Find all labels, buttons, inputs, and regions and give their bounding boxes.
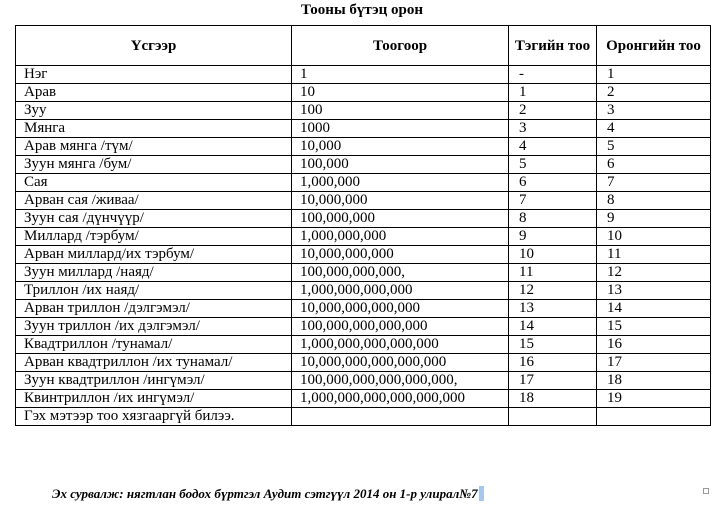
cell-places: 17	[597, 354, 711, 372]
cell-places: 19	[597, 390, 711, 408]
cell-words: Зуун триллон /их дэлгэмэл/	[16, 318, 292, 336]
table-body	[16, 66, 711, 426]
cell-places: 4	[597, 120, 711, 138]
cell-digits: 10,000,000,000	[292, 246, 509, 264]
cell-digits: 10,000,000,000,000,000	[292, 354, 509, 372]
number-structure-table	[15, 25, 711, 426]
cell-zeros: 12	[509, 282, 597, 300]
cell-words: Мянга	[16, 120, 292, 138]
cell-digits: 100	[292, 102, 509, 120]
cell-words: Арван сая /живаа/	[16, 192, 292, 210]
cell-words: Квинтриллон /их ингүмэл/	[16, 390, 292, 408]
table-row	[16, 264, 711, 282]
cell-words: Квадтриллон /тунамал/	[16, 336, 292, 354]
header-in-digits: Тоогоор	[292, 26, 509, 66]
cell-places: 1	[597, 66, 711, 84]
cell-places: 11	[597, 246, 711, 264]
header-zero-count: Тэгийн тоо	[509, 26, 597, 66]
cell-zeros: 14	[509, 318, 597, 336]
cell-digits: 10,000	[292, 138, 509, 156]
cell-words: Зуун сая /дүнчүүр/	[16, 210, 292, 228]
table-row	[16, 246, 711, 264]
table-row	[16, 138, 711, 156]
cell-zeros: 17	[509, 372, 597, 390]
cell-words: Сая	[16, 174, 292, 192]
cell-zeros: 7	[509, 192, 597, 210]
cell-digits: 10,000,000	[292, 192, 509, 210]
cell-places: 12	[597, 264, 711, 282]
header-row	[16, 26, 711, 66]
cell-places: 8	[597, 192, 711, 210]
cell-zeros: 6	[509, 174, 597, 192]
table-row	[16, 300, 711, 318]
cell-words: Арав мянга /түм/	[16, 138, 292, 156]
cell-places: 6	[597, 156, 711, 174]
cell-places: 13	[597, 282, 711, 300]
cell-digits: 100,000,000	[292, 210, 509, 228]
cell-digits: 1,000,000	[292, 174, 509, 192]
source-note	[52, 486, 484, 502]
cell-zeros: 13	[509, 300, 597, 318]
cell-digits: 1000	[292, 120, 509, 138]
cell-zeros: 2	[509, 102, 597, 120]
cell-places: 7	[597, 174, 711, 192]
cell-digits: 1,000,000,000,000,000,000	[292, 390, 509, 408]
cell-digits: 100,000	[292, 156, 509, 174]
cell-zeros: 5	[509, 156, 597, 174]
table-row	[16, 282, 711, 300]
table-title: Тооны бүтэц орон	[300, 2, 424, 18]
cell-zeros: 1	[509, 84, 597, 102]
cell-words: Триллон /их наяд/	[16, 282, 292, 300]
cell-digits: 100,000,000,000,	[292, 264, 509, 282]
cell-zeros: 15	[509, 336, 597, 354]
cell-words: Зуун квадтриллон /ингүмэл/	[16, 372, 292, 390]
cell-places: 5	[597, 138, 711, 156]
table-row	[16, 192, 711, 210]
cell-words: Нэг	[16, 66, 292, 84]
table-row	[16, 318, 711, 336]
cell-zeros: 18	[509, 390, 597, 408]
cell-zeros: 3	[509, 120, 597, 138]
empty-cell	[597, 408, 711, 426]
cell-zeros: 8	[509, 210, 597, 228]
cell-places: 10	[597, 228, 711, 246]
cell-words: Миллард /тэрбум/	[16, 228, 292, 246]
cell-zeros: 11	[509, 264, 597, 282]
cell-digits: 1,000,000,000,000,000	[292, 336, 509, 354]
table-row	[16, 210, 711, 228]
cell-zeros: 16	[509, 354, 597, 372]
cell-zeros: -	[509, 66, 597, 84]
cell-digits: 1,000,000,000	[292, 228, 509, 246]
cell-digits: 100,000,000,000,000	[292, 318, 509, 336]
cell-words: Арван триллон /дэлгэмэл/	[16, 300, 292, 318]
table-row	[16, 156, 711, 174]
table-row	[16, 174, 711, 192]
cell-zeros: 10	[509, 246, 597, 264]
cell-digits: 100,000,000,000,000,000,	[292, 372, 509, 390]
cell-places: 9	[597, 210, 711, 228]
empty-cell	[509, 408, 597, 426]
table-row	[16, 372, 711, 390]
cell-words: Арван миллард/их тэрбум/	[16, 246, 292, 264]
footer-text: Гэх мэтээр тоо хязгааргүй билээ.	[16, 408, 292, 426]
cell-digits: 1	[292, 66, 509, 84]
table-row	[16, 66, 711, 84]
empty-cell	[292, 408, 509, 426]
table-row	[16, 336, 711, 354]
table-row	[16, 120, 711, 138]
table-row	[16, 84, 711, 102]
cell-digits: 10	[292, 84, 509, 102]
footer-row	[16, 408, 711, 426]
cell-digits: 1,000,000,000,000	[292, 282, 509, 300]
cell-places: 16	[597, 336, 711, 354]
text-cursor	[479, 486, 484, 501]
table-row	[16, 354, 711, 372]
header-digit-count: Оронгийн тоо	[597, 26, 711, 66]
source-text: Эх сурвалж: нягтлан бодох бүртгэл Аудит сэтгүүл 2014 он 1-р улирал№7	[52, 486, 478, 501]
cell-places: 14	[597, 300, 711, 318]
paragraph-mark	[703, 488, 709, 494]
cell-words: Арав	[16, 84, 292, 102]
cell-places: 18	[597, 372, 711, 390]
cell-zeros: 4	[509, 138, 597, 156]
table-row	[16, 102, 711, 120]
cell-places: 2	[597, 84, 711, 102]
cell-words: Арван квадтриллон /их тунамал/	[16, 354, 292, 372]
table-row	[16, 228, 711, 246]
cell-places: 3	[597, 102, 711, 120]
header-in-words: Үсгээр	[16, 26, 292, 66]
cell-words: Зуун миллард /наяд/	[16, 264, 292, 282]
table-row	[16, 390, 711, 408]
cell-words: Зуу	[16, 102, 292, 120]
cell-digits: 10,000,000,000,000	[292, 300, 509, 318]
cell-zeros: 9	[509, 228, 597, 246]
cell-places: 15	[597, 318, 711, 336]
cell-words: Зуун мянга /бум/	[16, 156, 292, 174]
